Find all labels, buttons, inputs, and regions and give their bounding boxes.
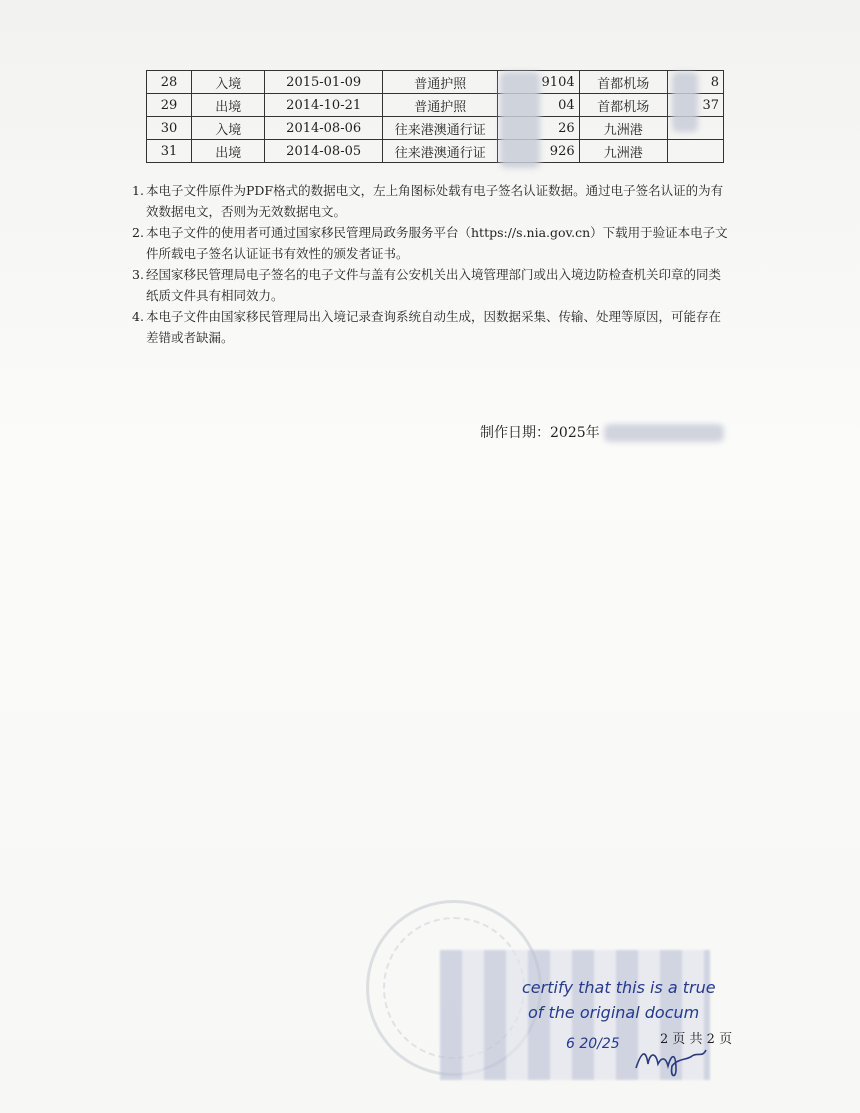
table-row — [147, 140, 724, 163]
certification-line-1: certify that this is a true — [522, 978, 716, 997]
record-number: 29 — [147, 94, 192, 117]
record-date: 2015-01-09 — [265, 71, 383, 94]
record-date: 2014-08-06 — [265, 117, 383, 140]
certification-date: 6 20/25 — [566, 1036, 620, 1052]
note-item — [132, 222, 732, 264]
table-row — [147, 71, 724, 94]
note-text: 本电子文件的使用者可通过国家移民管理局政务服务平台（https://s.nia.gov.cn）下载用于验证本电子文件所载电子签名认证证书有效性的颁发者证书。 — [146, 225, 728, 261]
record-direction: 出境 — [192, 94, 265, 117]
record-document-number: 926 — [498, 140, 579, 163]
record-document-type: 往来港澳通行证 — [383, 140, 498, 163]
note-text: 经国家移民管理局电子签名的电子文件与盖有公安机关出入境管理部门或出入境边防检查机关印章的同类纸质文件具有相同效力。 — [146, 267, 722, 303]
handwritten-signature — [632, 1030, 722, 1080]
record-port: 九洲港 — [579, 117, 667, 140]
certification-line-2: of the original docum — [528, 1003, 700, 1022]
record-port: 九洲港 — [579, 140, 667, 163]
note-number: 1. — [132, 183, 144, 198]
record-port: 首都机场 — [579, 94, 667, 117]
note-item — [132, 306, 732, 348]
table-row — [147, 117, 724, 140]
entry-exit-records-table — [146, 70, 724, 163]
record-number: 28 — [147, 71, 192, 94]
note-text: 本电子文件由国家移民管理局出入境记录查询系统自动生成，因数据采集、传输、处理等原因，可能存在差错或者缺漏。 — [146, 309, 722, 345]
record-extra: 37 — [667, 94, 723, 117]
production-date: 制作日期：2025年 — [480, 422, 724, 442]
table-row — [147, 94, 724, 117]
record-date: 2014-10-21 — [265, 94, 383, 117]
record-document-number: 9104 — [498, 71, 579, 94]
record-document-type: 普通护照 — [383, 71, 498, 94]
record-document-type: 普通护照 — [383, 94, 498, 117]
record-extra: 8 — [667, 71, 723, 94]
record-port: 首都机场 — [579, 71, 667, 94]
record-document-type: 往来港澳通行证 — [383, 117, 498, 140]
note-number: 3. — [132, 267, 144, 282]
record-number: 31 — [147, 140, 192, 163]
note-number: 4. — [132, 309, 144, 324]
note-text: 本电子文件原件为PDF格式的数据电文，左上角图标处载有电子签名认证数据。通过电子签名认证的为有效数据电文，否则为无效数据电文。 — [146, 183, 724, 219]
record-direction: 入境 — [192, 71, 265, 94]
redaction-extra-col — [672, 72, 698, 132]
page-number: 2 页 共 2 页 — [660, 1032, 733, 1047]
redaction-doc-number — [500, 72, 540, 168]
note-item — [132, 180, 732, 222]
redaction-date — [604, 424, 724, 442]
record-number: 30 — [147, 117, 192, 140]
note-number: 2. — [132, 225, 144, 240]
notes-section — [132, 180, 732, 348]
record-document-number: 04 — [498, 94, 579, 117]
record-date: 2014-08-05 — [265, 140, 383, 163]
record-direction: 入境 — [192, 117, 265, 140]
record-extra — [667, 140, 723, 163]
record-document-number: 26 — [498, 117, 579, 140]
note-item — [132, 264, 732, 306]
record-direction: 出境 — [192, 140, 265, 163]
